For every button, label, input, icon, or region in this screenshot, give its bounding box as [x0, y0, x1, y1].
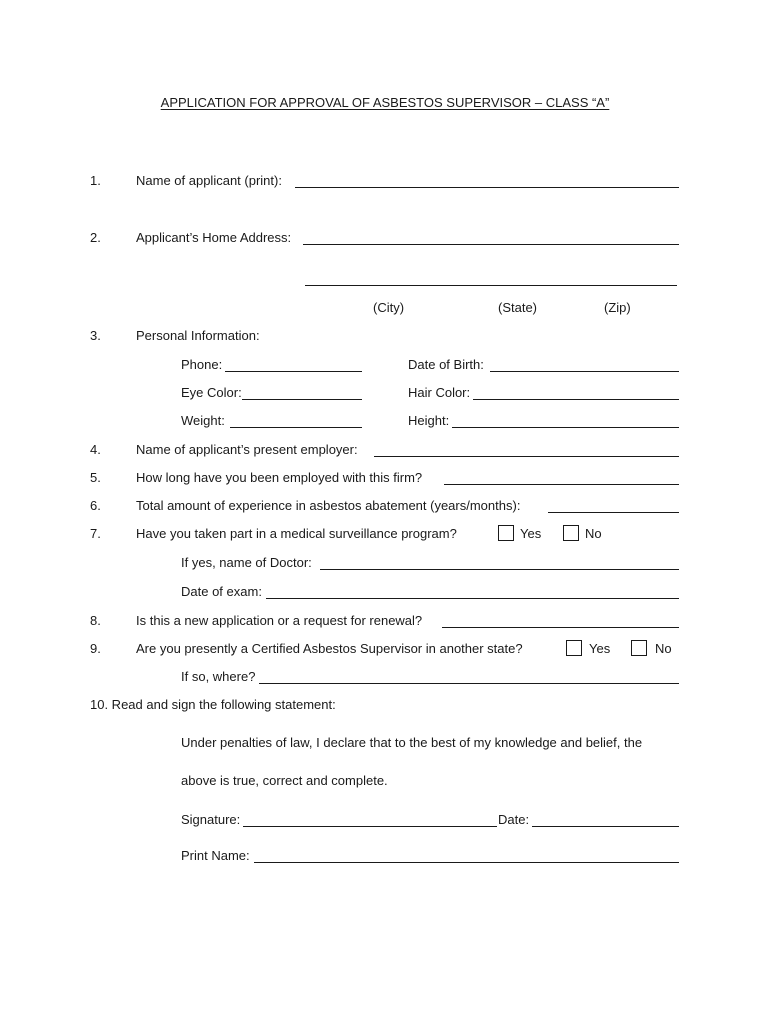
home-address-label: Applicant’s Home Address: — [136, 230, 292, 245]
employment-length-label: How long have you been employed with this firm? — [136, 470, 423, 485]
abatement-experience-field[interactable] — [548, 512, 679, 513]
doctor-name-field[interactable] — [320, 569, 679, 570]
applicant-name-field[interactable] — [295, 187, 679, 188]
dob-label: Date of Birth: — [408, 357, 484, 372]
doctor-name-label: If yes, name of Doctor: — [181, 555, 312, 570]
signature-date-label: Date: — [498, 812, 530, 827]
item-number-1: 1. — [90, 173, 101, 188]
certified-other-state-no-label: No — [655, 641, 672, 656]
weight-label: Weight: — [181, 413, 225, 428]
certified-other-state-no-checkbox[interactable] — [631, 640, 647, 656]
exam-date-field[interactable] — [266, 598, 679, 599]
signature-date-field[interactable] — [532, 826, 679, 827]
medical-surveillance-no-label: No — [585, 526, 602, 541]
print-name-label: Print Name: — [181, 848, 250, 863]
dob-field[interactable] — [490, 371, 679, 372]
home-address-field[interactable] — [303, 244, 679, 245]
eye-color-field[interactable] — [242, 399, 362, 400]
present-employer-field[interactable] — [374, 456, 679, 457]
hair-color-label: Hair Color: — [408, 385, 471, 400]
certified-other-state-label: Are you presently a Certified Asbestos Supervisor in another state? — [136, 641, 523, 656]
abatement-experience-label: Total amount of experience in asbestos abatement (years/months): — [136, 498, 521, 513]
home-address-line-2-field[interactable] — [305, 285, 677, 286]
city-caption: (City) — [373, 300, 405, 315]
signature-field[interactable] — [243, 826, 497, 827]
item-number-4: 4. — [90, 442, 101, 457]
item-number-8: 8. — [90, 613, 101, 628]
hair-color-field[interactable] — [473, 399, 679, 400]
other-state-where-field[interactable] — [259, 683, 679, 684]
item-number-3: 3. — [90, 328, 101, 343]
employment-length-field[interactable] — [444, 484, 679, 485]
item-number-2: 2. — [90, 230, 101, 245]
exam-date-label: Date of exam: — [181, 584, 262, 599]
statement-instruction: 10. Read and sign the following statement: — [90, 697, 336, 712]
personal-info-label: Personal Information: — [136, 328, 260, 343]
medical-surveillance-label: Have you taken part in a medical surveillance program? — [136, 526, 457, 541]
phone-field[interactable] — [225, 371, 362, 372]
zip-caption: (Zip) — [604, 300, 631, 315]
other-state-where-label: If so, where? — [181, 669, 256, 684]
present-employer-label: Name of applicant’s present employer: — [136, 442, 358, 457]
declaration-line-2: above is true, correct and complete. — [181, 773, 388, 788]
declaration-line-1: Under penalties of law, I declare that to the best of my knowledge and belief, the — [181, 735, 643, 750]
medical-surveillance-yes-label: Yes — [520, 526, 542, 541]
print-name-field[interactable] — [254, 862, 679, 863]
weight-field[interactable] — [230, 427, 362, 428]
item-number-6: 6. — [90, 498, 101, 513]
item-number-5: 5. — [90, 470, 101, 485]
item-number-9: 9. — [90, 641, 101, 656]
form-title: APPLICATION FOR APPROVAL OF ASBESTOS SUPERVISOR – CLASS “A” — [160, 95, 610, 110]
application-type-label: Is this a new application or a request for renewal? — [136, 613, 423, 628]
signature-label: Signature: — [181, 812, 241, 827]
eye-color-label: Eye Color: — [181, 385, 242, 400]
height-label: Height: — [408, 413, 450, 428]
certified-other-state-yes-label: Yes — [589, 641, 611, 656]
item-number-7: 7. — [90, 526, 101, 541]
state-caption: (State) — [498, 300, 538, 315]
phone-label: Phone: — [181, 357, 223, 372]
application-type-field[interactable] — [442, 627, 679, 628]
applicant-name-label: Name of applicant (print): — [136, 173, 282, 188]
medical-surveillance-no-checkbox[interactable] — [563, 525, 579, 541]
medical-surveillance-yes-checkbox[interactable] — [498, 525, 514, 541]
certified-other-state-yes-checkbox[interactable] — [566, 640, 582, 656]
height-field[interactable] — [452, 427, 679, 428]
